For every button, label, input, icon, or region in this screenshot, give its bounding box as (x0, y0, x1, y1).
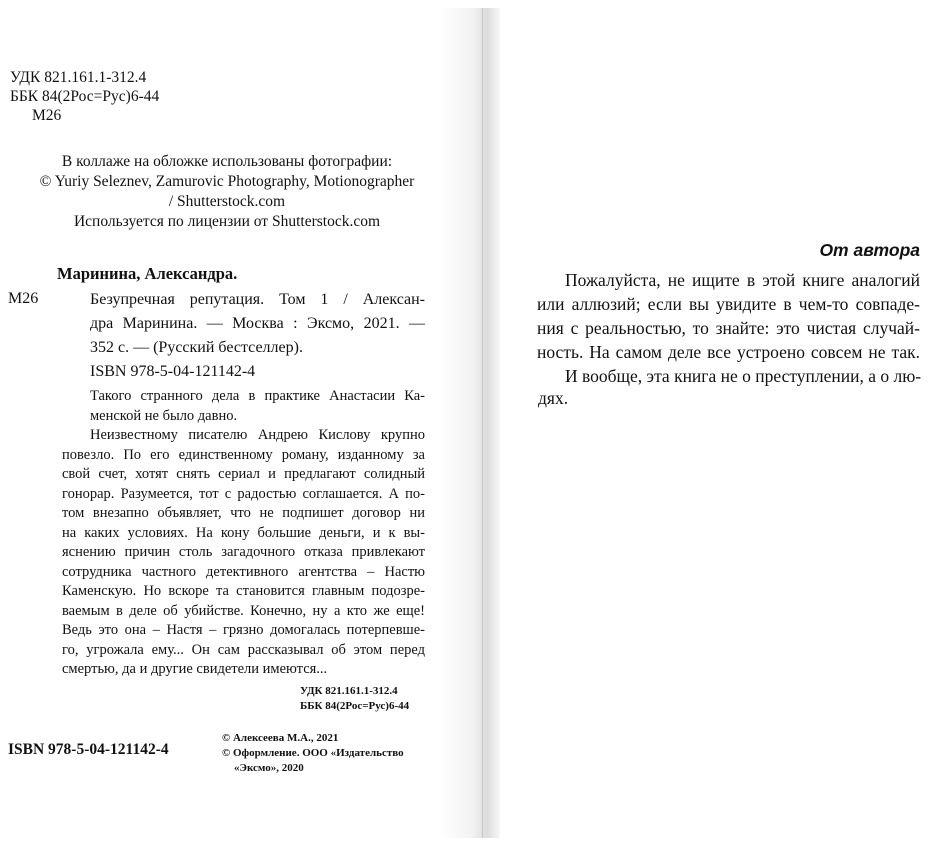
annotation-line: менской не было давно. (90, 407, 238, 424)
author-note-line: ния с реальностью, то знайте: это чистая случай- (537, 318, 920, 338)
annotation-line: Неизвестному писателю Андрею Кислову крупно (90, 427, 425, 443)
record-description-line: дра Маринина. — Москва : Эксмо, 2021. — (90, 315, 425, 332)
annotation-line: го, угрожала ему... Он сам рассказывал об этом перед (62, 641, 425, 658)
author-note-line: И вообще, эта книга не о преступлении, а о лю- (565, 366, 922, 386)
record-description-line: Безупречная репутация. Том 1 / Алексан- (90, 291, 425, 308)
bbk-code: ББК 84(2Рос=Рус)6-44 (10, 88, 160, 105)
annotation-line: гонорар. Разумеется, тот с радостью соглашается. А по- (62, 485, 425, 502)
photo-credit-line: © Yuriy Seleznev, Zamurovic Photography, Motionographer (39, 173, 415, 190)
annotation-line: Каменскую. Но вскоре та становится главным подозре- (62, 583, 425, 599)
annotation-line: свой счет, хотят снять сериал и предлагают солидный (62, 466, 425, 482)
author-heading: Маринина, Александра. (57, 264, 238, 283)
copyright-line: © Алексеева М.А., 2021 (222, 732, 339, 744)
photo-credit-line: В коллаже на обложке использованы фотографии: (61, 153, 393, 170)
author-note-line: ность. На самом деле все устроено совсем не так. (537, 342, 920, 362)
section-heading: От автора (819, 240, 920, 260)
copyright-line: «Эксмо», 2020 (234, 762, 304, 774)
annotation-line: Ведь это она – Настя – грязно домогалась потерпевше- (62, 622, 425, 638)
record-description-line: 352 с. — (Русский бестселлер). (90, 339, 303, 356)
annotation-line: сотрудника частного детективного агентства – Настю (62, 563, 425, 580)
annotation-line: повезло. По его единственному роману, изданному за (62, 446, 425, 463)
annotation-line: смертью, да и другие свидетели имеются... (62, 661, 328, 677)
copyright-line: © Оформление. ООО «Издательство (222, 747, 404, 759)
annotation-line: яснению причин столь загадочного отказа привлекают (62, 544, 425, 560)
right-page (470, 0, 940, 846)
udc-code: УДК 821.161.1-312.4 (10, 69, 147, 86)
annotation-line: том внезапно объявляет, что не подпишет договор ни (62, 505, 425, 521)
footer-bbk-code: ББК 84(2Рос=Рус)6-44 (300, 700, 410, 712)
annotation-line: ваемым в деле об убийстве. Конечно, ну а кто же еще! (62, 602, 425, 619)
record-author-mark: М26 (8, 290, 39, 307)
author-note-line: дях. (538, 388, 569, 408)
book-gutter (440, 8, 500, 838)
record-isbn: ISBN 978-5-04-121142-4 (90, 363, 256, 380)
page-edge (482, 8, 483, 838)
annotation-line: Такого странного дела в практике Анастасии Ка- (90, 388, 425, 404)
footer-isbn: ISBN 978-5-04-121142-4 (8, 741, 169, 758)
annotation-line: на каких условиях. На кону большие деньги, и к вы- (62, 524, 425, 541)
photo-credit-line: / Shutterstock.com (168, 193, 286, 210)
author-note-line: Пожалуйста, не ищите в этой книге аналогий (565, 270, 920, 290)
photo-credits (0, 152, 454, 232)
footer-udc-code: УДК 821.161.1-312.4 (300, 685, 398, 697)
author-note-line: или аллюзий; если вы увидите в чем-то совпаде- (537, 294, 920, 314)
author-mark: М26 (32, 107, 62, 124)
photo-credit-line: Используется по лицензии от Shutterstock.com (73, 213, 381, 230)
